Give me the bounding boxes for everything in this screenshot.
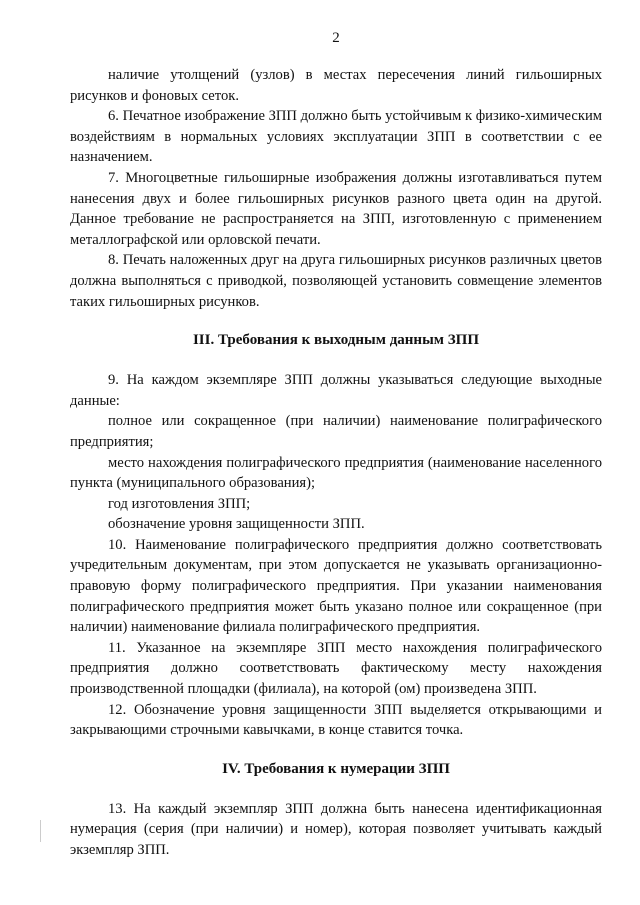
- paragraph-13: 13. На каждый экземпляр ЗПП должна быть нанесена идентификационная нумерация (серия (при наличии) и номер), которая позволяет учитывать каждый экземпляр ЗПП.: [70, 800, 602, 858]
- list-item-enterprise-location: место нахождения полиграфического предприятия (наименование населенного пункта (муниципального образования);: [70, 454, 602, 492]
- scan-margin-mark: [40, 820, 41, 842]
- paragraph-nodes: наличие утолщений (узлов) в местах пересечения линий гильоширных рисунков и фоновых сеток.: [70, 67, 602, 104]
- list-item-enterprise-name: полное или сокращенное (при наличии) наименование полиграфического предприятия;: [70, 413, 602, 450]
- section-heading-3: III. Требования к выходным данным ЗПП: [192, 332, 480, 349]
- paragraph-12: 12. Обозначение уровня защищенности ЗПП выделяется открывающими и закрывающими строчными кавычками, в конце ставится точка.: [70, 701, 602, 739]
- list-item-protection-level: обозначение уровня защищенности ЗПП.: [108, 516, 365, 533]
- paragraph-10: 10. Наименование полиграфического предприятия должно соответствовать учредительным документам, при этом допускается не указывать организационно-правовую форму полиграфического предприятия. При указании наименования полиграфического предприятия может быть указано полное или сокращенное (при наличии) наименование филиала полиграфического предприятия.: [70, 536, 602, 636]
- paragraph-7: 7. Многоцветные гильоширные изображения должны изготавливаться путем нанесения двух и более гильоширных рисунков разного цвета один на другой. Данное требование не распространяется на ЗПП, изготовленную с применением металлографской или орловской печати.: [70, 169, 602, 248]
- paragraph-11: 11. Указанное на экземпляре ЗПП место нахождения полиграфического предприятия должно соответствовать фактическому месту нахождения производственной площадки (филиала), на которой (ом) произведена ЗПП.: [70, 639, 602, 698]
- section-heading-4: IV. Требования к нумерации ЗПП: [222, 760, 450, 777]
- paragraph-6: 6. Печатное изображение ЗПП должно быть устойчивым к физико-химическим воздействиям в нормальных условиях эксплуатации ЗПП в соответствии с ее назначением.: [70, 108, 602, 166]
- paragraph-8: 8. Печать наложенных друг на друга гильоширных рисунков различных цветов должна выполняться с приводкой, позволяющей установить совмещение элементов таких гильоширных рисунков.: [70, 252, 602, 310]
- paragraph-9: 9. На каждом экземпляре ЗПП должны указываться следующие выходные данные:: [70, 372, 602, 409]
- page-number: 2: [332, 30, 340, 46]
- list-item-year: год изготовления ЗПП;: [108, 495, 251, 512]
